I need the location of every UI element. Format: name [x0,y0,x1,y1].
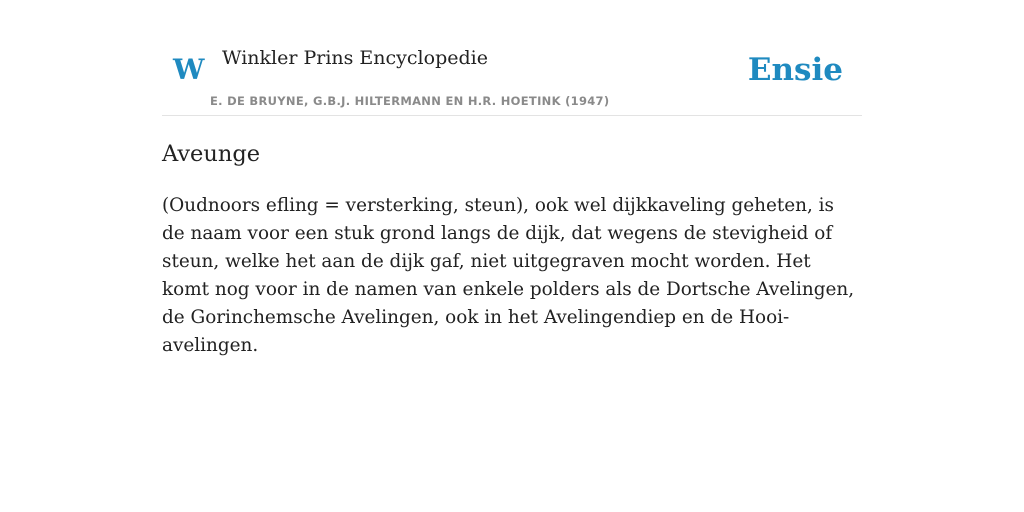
source-header [162,0,862,116]
source-authors: E. DE BRUYNE, G.B.J. HILTERMANN EN H.R. HOETINK (1947) [210,94,610,108]
article-container [162,0,862,356]
entry-body: (Oudnoors efling = versterking, steun), ook wel dijkkaveling geheten, is de naam voor een stuk grond langs de dijk, dat wegens de stevigheid of steun, welke het aan de dijk gaf, niet uitgegraven mocht worden. Het komt nog voor in de namen van enkele polders als de Dortsche Avelingen, de Gorinchemsche Avelingen, ook in het Avelingendiep en de Hooi-avelingen. [162,195,855,356]
source-title[interactable]: Winkler Prins Encyclopedie [222,47,488,69]
source-logo[interactable]: W [173,53,205,86]
ensie-brand-link[interactable]: Ensie [747,52,843,88]
entry-title: Aveunge [162,141,261,167]
